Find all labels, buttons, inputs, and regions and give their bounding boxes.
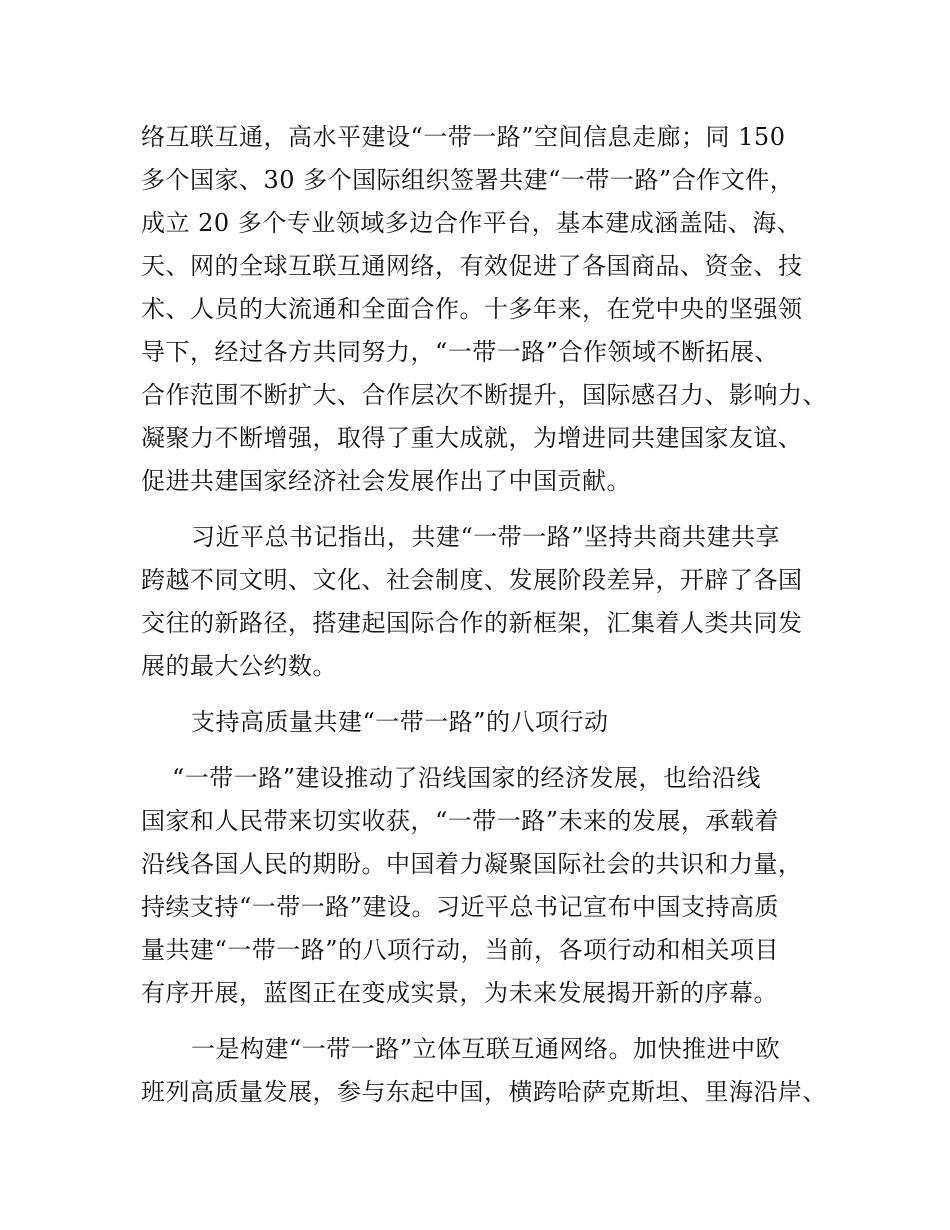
text-line-17: 沿线各国人民的期盼。中国着力凝聚国际社会的共识和力量，: [141, 850, 803, 878]
text-line-20: 有序开展，蓝图正在变成实景，为未来发展揭开新的序幕。: [141, 979, 778, 1007]
text-line-6: 导下，经过各方共同努力，“一带一路”合作领域不断拓展、: [141, 338, 780, 366]
text-line-12: 交往的新路径，搭建起国际合作的新框架，汇集着人类共同发: [141, 609, 803, 637]
section-heading: 支持高质量共建“一带一路”的八项行动: [191, 708, 609, 736]
text-line-16: 国家和人民带来切实收获，“一带一路”未来的发展，承载着: [141, 807, 780, 835]
text-line-15: “一带一路”建设推动了沿线国家的经济发展，也给沿线: [172, 764, 762, 792]
text-line-13: 展的最大公约数。: [141, 652, 337, 680]
text-line-1: 络互联互通，高水平建设“一带一路”空间信息走廊；同 150: [141, 123, 786, 151]
text-line-11: 跨越不同文明、文化、社会制度、发展阶段差异，开辟了各国: [141, 566, 803, 594]
text-line-10: 习近平总书记指出，共建“一带一路”坚持共商共建共享: [191, 523, 781, 551]
text-line-9: 促进共建国家经济社会发展作出了中国贡献。: [141, 467, 631, 495]
text-line-22: 班列高质量发展，参与东起中国，横跨哈萨克斯坦、里海沿岸、: [141, 1078, 827, 1106]
text-line-21: 一是构建“一带一路”立体互联互通网络。加快推进中欧: [191, 1035, 781, 1063]
text-line-5: 术、人员的大流通和全面合作。十多年来，在党中央的坚强领: [141, 295, 803, 323]
text-line-4: 天、网的全球互联互通网络，有效促进了各国商品、资金、技: [141, 252, 803, 280]
text-line-2: 多个国家、30 多个国际组织签署共建“一带一路”合作文件，: [141, 166, 795, 194]
text-line-3: 成立 20 多个专业领域多边合作平台，基本建成涵盖陆、海、: [141, 209, 802, 237]
text-line-19: 量共建“一带一路”的八项行动，当前，各项行动和相关项目: [141, 936, 780, 964]
text-line-8: 凝聚力不断增强，取得了重大成就，为增进同共建国家友谊、: [141, 424, 803, 452]
text-line-7: 合作范围不断扩大、合作层次不断提升，国际感召力、影响力、: [141, 381, 827, 409]
text-line-18: 持续支持“一带一路”建设。习近平总书记宣布中国支持高质: [141, 893, 780, 921]
